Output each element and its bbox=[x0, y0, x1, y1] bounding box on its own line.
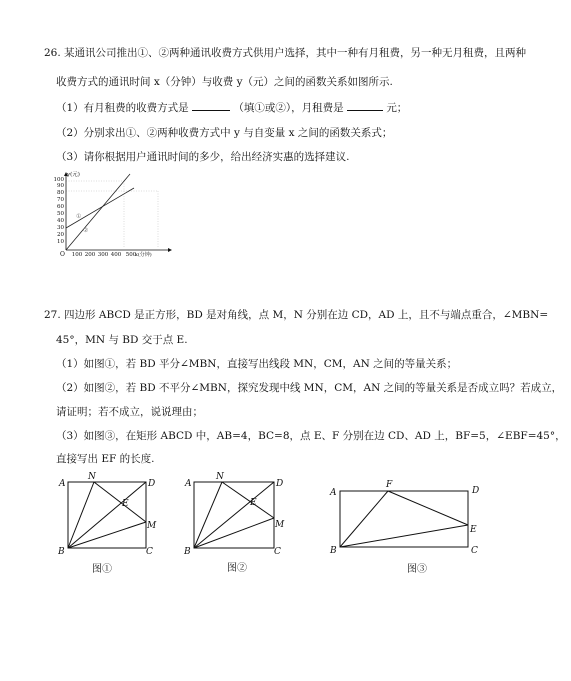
q26-part1-text-c: 元； bbox=[386, 102, 408, 114]
line-label-1: ① bbox=[76, 213, 82, 220]
q26-part3: （3）请你根据用户通讯时间的多少，给出经济实惠的选择建议. bbox=[56, 151, 350, 163]
answer-blank-2[interactable] bbox=[347, 101, 383, 111]
q27-part2-cont: 请证明；若不成立，说说理由； bbox=[56, 406, 203, 418]
label-B: B bbox=[330, 546, 337, 556]
y-tick: 30 bbox=[57, 225, 64, 231]
label-C: C bbox=[274, 547, 281, 555]
y-tick: 60 bbox=[57, 204, 64, 210]
label-D: D bbox=[148, 479, 156, 489]
label-C: C bbox=[471, 546, 478, 556]
label-E: E bbox=[470, 525, 477, 535]
q27-part3-cont: 直接写出 EF 的长度. bbox=[56, 453, 155, 465]
y-tick: 80 bbox=[57, 190, 64, 196]
origin-label: O bbox=[60, 251, 65, 258]
q26-part2: （2）分别求出①、②两种收费方式中 y 与自变量 x 之间的函数关系式； bbox=[56, 127, 393, 139]
label-D: D bbox=[472, 486, 480, 496]
label-N: N bbox=[88, 472, 96, 482]
x-tick: 200 bbox=[84, 252, 96, 258]
q26-stem-line2: 收费方式的通讯时间 x（分钟）与收费 y（元）之间的函数关系如图所示. bbox=[56, 76, 393, 88]
y-axis-label: y(元) bbox=[67, 172, 80, 178]
q27-part1: （1）如图①，若 BD 平分∠MBN，直接写出线段 MN，CM，AN 之间的等量关系； bbox=[56, 358, 458, 370]
q26-part1-text-a: （1）有月租费的收费方式是 bbox=[56, 102, 189, 114]
figure-2-caption: 图② bbox=[227, 563, 247, 574]
y-tick: 70 bbox=[57, 197, 64, 203]
x-tick: 300 bbox=[97, 252, 109, 258]
q26-stem-line1: 26. 某通讯公司推出①、②两种通讯收费方式供用户选择，其中一种有月租费，另一种无月租费，且两种 bbox=[44, 47, 527, 59]
label-C: C bbox=[146, 547, 153, 555]
label-N: N bbox=[216, 472, 224, 482]
figure-3-caption: 图③ bbox=[407, 564, 427, 575]
y-tick: 20 bbox=[57, 232, 64, 238]
x-tick: 100 bbox=[71, 252, 83, 258]
x-tick: 400 bbox=[110, 252, 122, 258]
line-2 bbox=[66, 174, 130, 250]
label-D: D bbox=[276, 479, 284, 489]
figure-1 bbox=[58, 470, 163, 555]
label-A: A bbox=[185, 479, 192, 489]
label-E: E bbox=[122, 499, 129, 509]
y-tick: 90 bbox=[57, 183, 64, 189]
q27-stem-line2: 45°，MN 与 BD 交于点 E. bbox=[56, 334, 188, 346]
x-tick: 500 bbox=[125, 252, 137, 258]
answer-blank-1[interactable] bbox=[192, 101, 230, 111]
q26-part1-text-b: （填①或②），月租费是 bbox=[233, 102, 344, 114]
q27-stem-line1: 27. 四边形 ABCD 是正方形，BD 是对角线，点 M，N 分别在边 CD，AD 上，且不与端点重合，∠MBN= bbox=[44, 309, 549, 321]
label-F: F bbox=[386, 480, 393, 490]
q26-part1 bbox=[56, 101, 407, 115]
q27-part2: （2）如图②，若 BD 不平分∠MBN，探究发现中线 MN，CM，AN 之间的等量关系是否成立吗？若成立， bbox=[56, 382, 563, 394]
y-tick: 10 bbox=[57, 239, 64, 245]
q27-part3: （3）如图③，在矩形 ABCD 中，AB=4，BC=8，点 E、F 分别在边 CD、AD 上，BF=5，∠EBF=45°， bbox=[56, 430, 566, 442]
label-M: M bbox=[275, 520, 285, 530]
line-label-2: ② bbox=[83, 227, 89, 234]
x-axis-label: x(分钟) bbox=[135, 252, 152, 258]
figure-2 bbox=[184, 470, 289, 555]
label-E: E bbox=[250, 498, 257, 508]
label-B: B bbox=[58, 547, 65, 555]
label-A: A bbox=[330, 488, 337, 498]
figure-3 bbox=[328, 477, 488, 557]
q26-graph bbox=[46, 170, 176, 260]
label-M: M bbox=[147, 521, 157, 531]
figure-1-caption: 图① bbox=[92, 564, 112, 575]
y-tick: 50 bbox=[57, 211, 64, 217]
label-A: A bbox=[59, 479, 66, 489]
y-tick: 100 bbox=[53, 177, 64, 183]
label-B: B bbox=[184, 547, 191, 555]
y-tick: 40 bbox=[57, 218, 64, 224]
